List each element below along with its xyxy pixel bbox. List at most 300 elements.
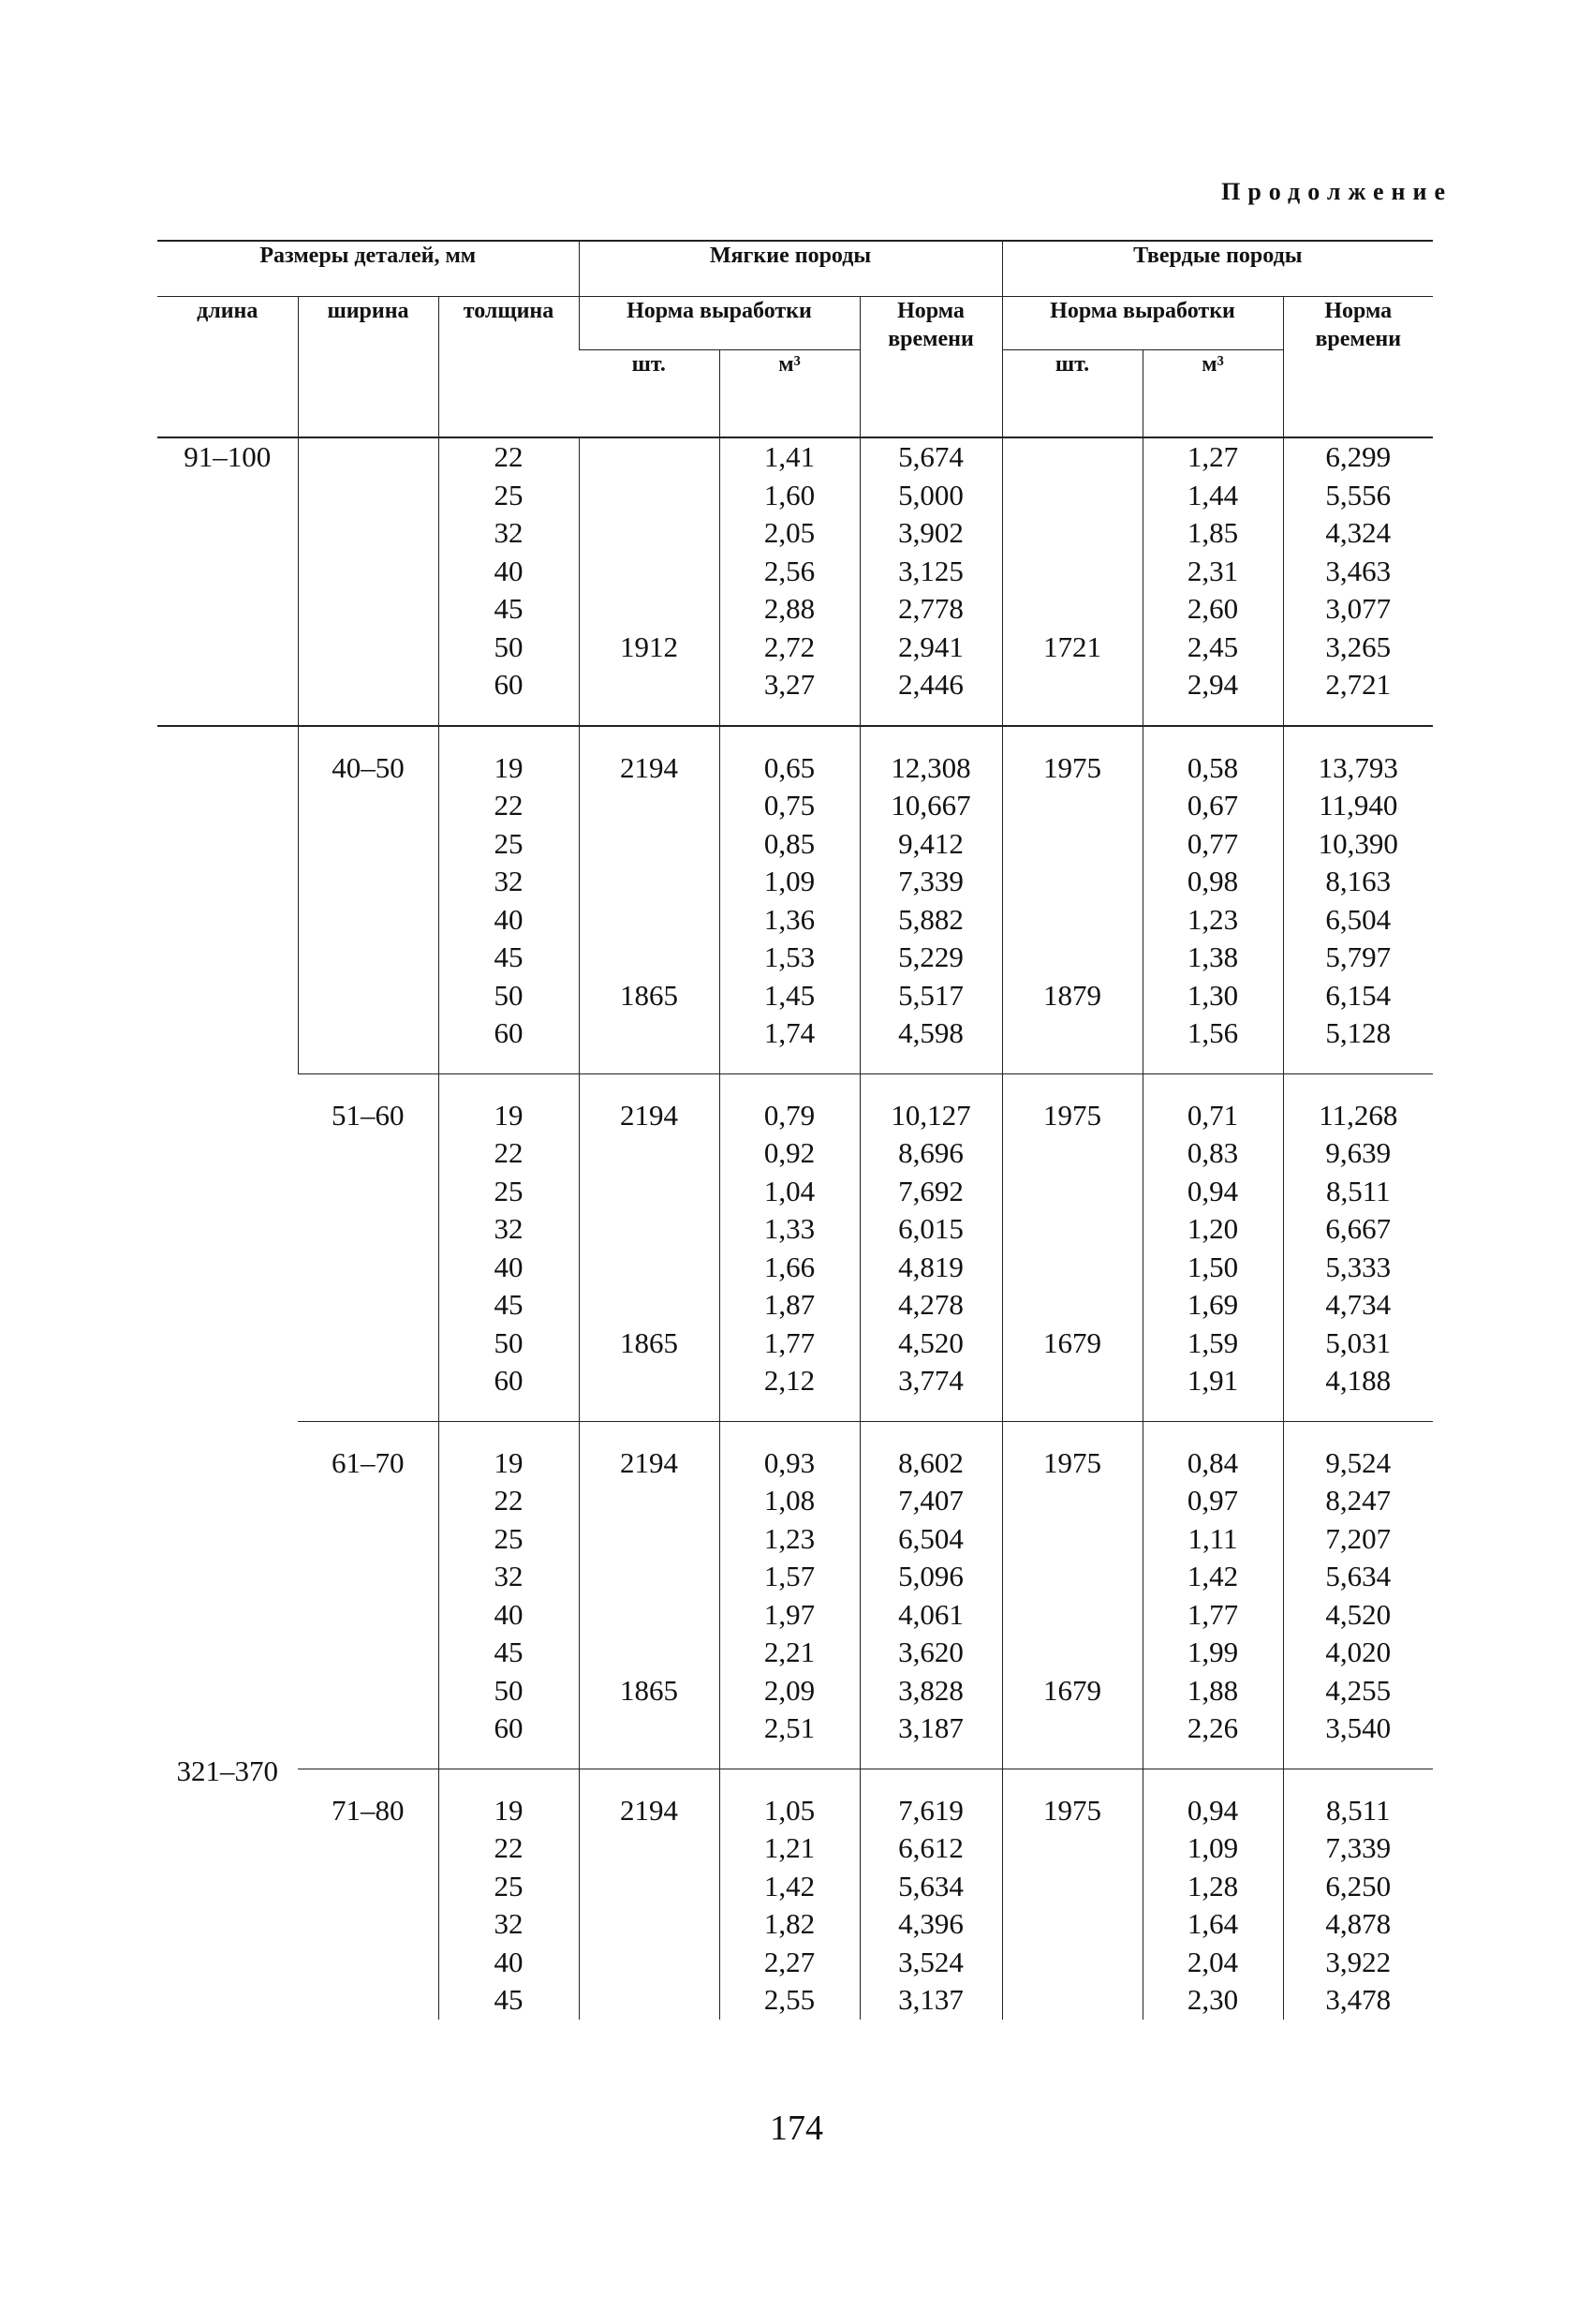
soft-time-value: 5,229 [898,940,964,973]
hard-m3-value: 1,69 [1187,1288,1239,1321]
thickness-value: 50 [494,978,524,1012]
soft-time-value: 3,902 [898,516,964,549]
hard-time-value: 8,247 [1325,1484,1392,1517]
soft-pcs-value [580,863,719,901]
header-width: ширина [298,297,438,438]
hard-m3-value: 0,98 [1187,865,1239,897]
hard-time-value: 11,268 [1319,1098,1398,1132]
hard-pcs-value [1003,477,1143,515]
soft-time-value: 5,882 [898,902,964,936]
hard-m3-value: 1,30 [1187,978,1239,1012]
hard-pcs-value [1003,1558,1143,1596]
hard-m3-value: 0,58 [1187,750,1239,784]
hard-pcs-value [1003,438,1143,477]
soft-time-value: 2,778 [898,592,964,625]
hard-m3-value: 2,45 [1187,629,1239,663]
hard-pcs-cell [1002,726,1143,1074]
soft-time-value: 4,819 [898,1250,964,1283]
thickness-value: 40 [494,1597,524,1631]
table-group-row [157,1421,1433,1769]
thickness-value: 60 [494,1364,524,1397]
soft-time-value: 4,278 [898,1288,964,1321]
soft-pcs-value [580,1362,719,1400]
soft-m3-value: 1,09 [763,865,816,897]
soft-pcs-value [580,1558,719,1596]
soft-m3-value: 2,05 [763,516,816,549]
thickness-value: 45 [494,940,524,973]
thickness-value: 50 [494,1673,524,1707]
hard-time-value: 8,511 [1325,1174,1391,1207]
header-hard-pcs: шт. [1002,350,1143,438]
header-soft-m3: м³ [719,350,860,438]
hard-time-value: 9,639 [1325,1136,1392,1169]
hard-m3-cell [1143,726,1283,1074]
hard-pcs-value [1003,590,1143,629]
length-value: 91–100 [184,440,272,473]
soft-time-value: 5,634 [898,1869,964,1902]
soft-m3-value: 2,56 [763,554,816,587]
soft-time-cell [860,1421,1002,1769]
soft-pcs-value [580,1634,719,1672]
hard-pcs-value [1003,514,1143,553]
soft-pcs-value [580,1944,719,1982]
thickness-value: 50 [494,1325,524,1359]
soft-m3-value: 2,88 [763,592,816,625]
soft-time-value: 4,598 [898,1016,964,1049]
hard-time-value: 6,299 [1325,440,1392,473]
hard-pcs-value [1003,825,1143,864]
hard-time-value: 10,390 [1318,826,1398,860]
hard-pcs-value: 1679 [1043,1673,1102,1707]
header-hard-m3: м³ [1143,350,1283,438]
hard-time-value: 5,128 [1325,1016,1392,1049]
soft-pcs-value: 2194 [620,1445,678,1479]
thickness-value: 45 [494,1636,524,1668]
soft-m3-value: 1,45 [763,978,816,1012]
soft-time-value: 5,096 [898,1560,964,1592]
hard-m3-value: 2,60 [1187,592,1239,625]
hard-m3-value: 1,27 [1187,440,1239,473]
table-group-row [157,1769,1433,2020]
hard-time-value: 4,255 [1325,1673,1392,1707]
hard-time-value: 13,793 [1318,750,1398,784]
hard-time-value: 9,524 [1325,1445,1392,1479]
hard-m3-value: 0,94 [1187,1174,1239,1207]
thickness-value: 22 [494,1484,524,1517]
hard-m3-value: 1,44 [1187,478,1239,511]
hard-time-value: 4,020 [1325,1636,1392,1668]
hard-time-value: 8,163 [1325,865,1392,897]
soft-pcs-value [580,1905,719,1944]
soft-pcs-value [580,1596,719,1635]
thickness-value: 22 [494,1136,524,1169]
hard-pcs-value [1003,1905,1143,1944]
hard-pcs-value [1003,1520,1143,1559]
soft-m3-value: 2,27 [763,1945,816,1978]
hard-time-value: 8,511 [1325,1793,1391,1827]
soft-m3-value: 1,08 [763,1484,816,1517]
soft-time-value: 8,696 [898,1136,964,1169]
soft-pcs-cell [579,726,719,1074]
soft-m3-value: 1,77 [763,1325,816,1359]
soft-pcs-value: 1865 [620,1673,678,1707]
hard-pcs-value [1003,1944,1143,1982]
header-soft-output: Норма выработки [579,297,860,350]
soft-pcs-value [580,553,719,591]
width-cell [298,1073,438,1421]
hard-m3-cell [1143,1073,1283,1421]
soft-pcs-value [580,1520,719,1559]
soft-m3-cell [719,1073,860,1421]
hard-time-value: 3,265 [1325,629,1392,663]
soft-pcs-value: 1912 [620,629,678,663]
soft-time-value: 2,941 [898,629,964,663]
soft-pcs-value: 2194 [620,750,678,784]
hard-pcs-value [1003,1210,1143,1249]
soft-m3-value: 2,12 [763,1364,816,1397]
hard-pcs-value [1003,1981,1143,2020]
soft-time-value: 2,446 [898,668,964,701]
hard-time-value: 5,556 [1325,478,1392,511]
hard-pcs-value [1003,1482,1143,1520]
soft-m3-value: 0,75 [763,789,816,822]
header-soft-pcs: шт. [579,350,719,438]
hard-pcs-cell [1002,1769,1143,2020]
hard-time-value: 4,188 [1325,1364,1392,1397]
soft-pcs-value [580,1710,719,1748]
header-hard-output: Норма выработки [1002,297,1283,350]
hard-m3-value: 1,20 [1187,1212,1239,1245]
thickness-value: 19 [494,1098,524,1132]
hard-time-value: 4,520 [1325,1597,1392,1631]
hard-pcs-value [1003,863,1143,901]
soft-pcs-cell [579,1421,719,1769]
hard-m3-value: 1,88 [1187,1673,1239,1707]
hard-pcs-value: 1679 [1043,1325,1102,1359]
soft-m3-value: 0,92 [763,1136,816,1169]
thickness-value: 32 [494,1212,524,1245]
soft-m3-value: 1,33 [763,1212,816,1245]
width-value: 51–60 [332,1098,405,1132]
soft-m3-cell [719,437,860,726]
hard-m3-value: 1,42 [1187,1560,1239,1592]
thickness-value: 22 [494,789,524,822]
hard-pcs-value [1003,1134,1143,1173]
width-value: 61–70 [332,1445,405,1479]
hard-time-cell [1283,726,1433,1074]
hard-pcs-value [1003,901,1143,940]
soft-m3-value: 1,87 [763,1288,816,1321]
hard-pcs-value: 1721 [1043,629,1102,663]
hard-m3-value: 1,64 [1187,1907,1239,1940]
hard-time-value: 4,324 [1325,516,1392,549]
soft-time-value: 8,602 [898,1445,964,1479]
hard-pcs-value [1003,787,1143,825]
soft-m3-value: 2,51 [763,1711,816,1744]
hard-pcs-value [1003,1249,1143,1287]
thickness-value: 40 [494,1250,524,1283]
hard-time-value: 3,540 [1325,1711,1392,1744]
hard-time-cell [1283,437,1433,726]
hard-pcs-value [1003,939,1143,977]
thickness-value: 25 [494,826,524,860]
hard-time-value: 5,031 [1325,1325,1392,1359]
hard-m3-value: 1,56 [1187,1016,1239,1049]
hard-pcs-value [1003,1829,1143,1868]
soft-pcs-value [580,1173,719,1211]
thickness-value: 25 [494,478,524,511]
soft-m3-value: 1,97 [763,1597,816,1631]
hard-pcs-value [1003,1710,1143,1748]
hard-time-value: 6,154 [1325,978,1392,1012]
table-group-row [157,437,1433,726]
soft-time-value: 4,396 [898,1907,964,1940]
soft-time-value: 5,674 [898,440,964,473]
thickness-value: 32 [494,1560,524,1592]
hard-m3-value: 1,11 [1187,1521,1238,1555]
soft-time-value: 10,127 [891,1098,971,1132]
thickness-value: 19 [494,1445,524,1479]
width-value: 71–80 [332,1793,405,1827]
table-group-row [157,726,1433,1074]
soft-time-cell [860,1073,1002,1421]
thickness-value: 45 [494,1983,524,2016]
hard-pcs-value: 1975 [1043,750,1102,784]
soft-pcs-cell [579,1769,719,2020]
length-cell [157,437,298,726]
thickness-value: 32 [494,865,524,897]
hard-m3-value: 1,50 [1187,1250,1239,1283]
soft-m3-cell [719,726,860,1074]
hard-m3-value: 1,38 [1187,940,1239,973]
hard-m3-value: 0,83 [1187,1136,1239,1169]
soft-time-value: 3,620 [898,1636,964,1668]
soft-pcs-value: 1865 [620,1325,678,1359]
continuation-label: Продолжение [1221,178,1453,205]
soft-time-value: 4,520 [898,1325,964,1359]
soft-pcs-value [580,901,719,940]
hard-pcs-value [1003,1634,1143,1672]
soft-time-value: 12,308 [891,750,971,784]
hard-pcs-value [1003,1868,1143,1906]
thickness-value: 32 [494,1907,524,1940]
soft-pcs-value: 2194 [620,1793,678,1827]
soft-m3-value: 0,85 [763,826,816,860]
soft-pcs-value [580,590,719,629]
page-number: 174 [770,2109,823,2148]
hard-time-value: 7,339 [1325,1831,1392,1864]
thickness-value: 22 [494,440,524,473]
hard-m3-value: 0,94 [1187,1793,1239,1827]
soft-pcs-value [580,514,719,553]
hard-m3-value: 0,71 [1187,1098,1239,1132]
thickness-value: 22 [494,1831,524,1864]
soft-m3-value: 1,36 [763,902,816,936]
thickness-value: 60 [494,668,524,701]
soft-pcs-value [580,1134,719,1173]
hard-pcs-value: 1975 [1043,1098,1102,1132]
thickness-value: 50 [494,629,524,663]
hard-time-value: 3,463 [1325,554,1392,587]
hard-m3-value: 1,09 [1187,1831,1239,1864]
soft-m3-value: 1,23 [763,1521,816,1555]
soft-time-value: 3,774 [898,1364,964,1397]
width-cell [298,437,438,726]
soft-pcs-value [580,666,719,704]
table-body [157,437,1433,2020]
soft-pcs-value [580,1210,719,1249]
soft-pcs-cell [579,1073,719,1421]
hard-m3-value: 1,23 [1187,902,1239,936]
length-value: 321–370 [176,1754,278,1787]
hard-m3-value: 2,26 [1187,1711,1239,1744]
soft-m3-value: 2,21 [763,1636,816,1668]
soft-time-value: 7,619 [898,1793,964,1827]
thickness-value: 19 [494,750,524,784]
soft-m3-value: 1,66 [763,1250,816,1283]
thickness-value: 60 [494,1711,524,1744]
soft-time-value: 6,015 [898,1212,964,1245]
soft-m3-value: 2,09 [763,1673,816,1707]
soft-m3-value: 1,74 [763,1016,816,1049]
thickness-cell [438,1073,579,1421]
soft-m3-value: 3,27 [763,668,816,701]
hard-time-value: 5,634 [1325,1560,1392,1592]
hard-m3-cell [1143,437,1283,726]
hard-time-value: 6,250 [1325,1869,1392,1902]
thickness-cell [438,1421,579,1769]
hard-pcs-value [1003,1362,1143,1400]
hard-time-value: 6,667 [1325,1212,1392,1245]
soft-m3-value: 2,55 [763,1983,816,2016]
hard-time-cell [1283,1073,1433,1421]
soft-pcs-cell [579,437,719,726]
hard-m3-value: 2,31 [1187,554,1239,587]
hard-time-value: 4,878 [1325,1907,1392,1940]
thickness-value: 40 [494,902,524,936]
soft-time-value: 4,061 [898,1597,964,1631]
hard-m3-cell [1143,1421,1283,1769]
hard-pcs-value [1003,1596,1143,1635]
hard-time-value: 3,922 [1325,1945,1392,1978]
thickness-cell [438,726,579,1074]
hard-pcs-value [1003,1014,1143,1053]
thickness-value: 60 [494,1016,524,1049]
thickness-value: 25 [494,1869,524,1902]
soft-pcs-value: 2194 [620,1098,678,1132]
hard-pcs-value: 1879 [1043,978,1102,1012]
soft-m3-cell [719,1769,860,2020]
soft-m3-value: 1,41 [763,440,816,473]
hard-time-value: 3,077 [1325,592,1392,625]
hard-m3-value: 1,85 [1187,516,1239,549]
soft-time-value: 9,412 [898,826,964,860]
thickness-value: 32 [494,516,524,549]
header-soft: Мягкие породы [579,241,1002,297]
hard-pcs-cell [1002,1421,1143,1769]
width-cell [298,726,438,1074]
thickness-value: 45 [494,592,524,625]
soft-pcs-value [580,787,719,825]
header-length: длина [157,297,298,438]
soft-time-value: 6,504 [898,1521,964,1555]
length-cell [157,726,298,2020]
hard-m3-value: 1,28 [1187,1869,1239,1902]
soft-pcs-value [580,1868,719,1906]
hard-pcs-value [1003,553,1143,591]
thickness-value: 40 [494,554,524,587]
thickness-cell [438,437,579,726]
hard-pcs-cell [1002,437,1143,726]
width-cell [298,1421,438,1769]
hard-m3-value: 0,97 [1187,1484,1239,1517]
hard-m3-value: 0,77 [1187,826,1239,860]
width-value [299,438,438,477]
hard-m3-value: 2,94 [1187,668,1239,701]
thickness-value: 19 [494,1793,524,1827]
soft-m3-value: 1,57 [763,1560,816,1592]
hard-pcs-value: 1975 [1043,1793,1102,1827]
hard-time-value: 2,721 [1325,668,1392,701]
soft-m3-value: 1,04 [763,1174,816,1207]
hard-m3-value: 0,67 [1187,789,1239,822]
hard-m3-value: 1,77 [1187,1597,1239,1631]
width-value: 40–50 [332,750,405,784]
table-header [157,241,1433,437]
soft-m3-value: 0,79 [763,1098,816,1132]
width-cell [298,1769,438,2020]
soft-pcs-value [580,1981,719,2020]
hard-time-value: 11,940 [1319,789,1398,822]
hard-time-value: 6,504 [1325,902,1392,936]
soft-time-value: 3,137 [898,1983,964,2016]
soft-time-value: 5,000 [898,478,964,511]
hard-time-value: 3,478 [1325,1983,1392,2016]
soft-pcs-value: 1865 [620,978,678,1012]
soft-m3-value: 2,72 [763,629,816,663]
soft-time-value: 6,612 [898,1831,964,1864]
table-group-row [157,1073,1433,1421]
hard-pcs-value [1003,666,1143,704]
norms-table [157,240,1433,2020]
soft-m3-value: 1,53 [763,940,816,973]
hard-m3-value: 2,30 [1187,1983,1239,2016]
hard-pcs-cell [1002,1073,1143,1421]
soft-time-value: 3,524 [898,1945,964,1978]
soft-time-value: 7,407 [898,1484,964,1517]
soft-time-cell [860,726,1002,1074]
header-thickness: толщина [438,297,579,438]
header-soft-time: Норма времени [860,297,1002,438]
soft-pcs-value [580,939,719,977]
hard-time-value: 7,207 [1325,1521,1392,1555]
header-hard-time: Норма времени [1283,297,1433,438]
hard-time-value: 5,797 [1325,940,1392,973]
soft-pcs-value [580,438,719,477]
hard-m3-value: 1,59 [1187,1325,1239,1359]
soft-m3-value: 1,60 [763,478,816,511]
hard-time-value: 5,333 [1325,1250,1392,1283]
hard-m3-cell [1143,1769,1283,2020]
hard-time-cell [1283,1421,1433,1769]
soft-pcs-value [580,1482,719,1520]
soft-m3-value: 0,65 [763,750,816,784]
soft-m3-cell [719,1421,860,1769]
soft-m3-value: 1,42 [763,1869,816,1902]
hard-pcs-value: 1975 [1043,1445,1102,1479]
soft-time-value: 7,339 [898,865,964,897]
soft-m3-value: 1,82 [763,1907,816,1940]
